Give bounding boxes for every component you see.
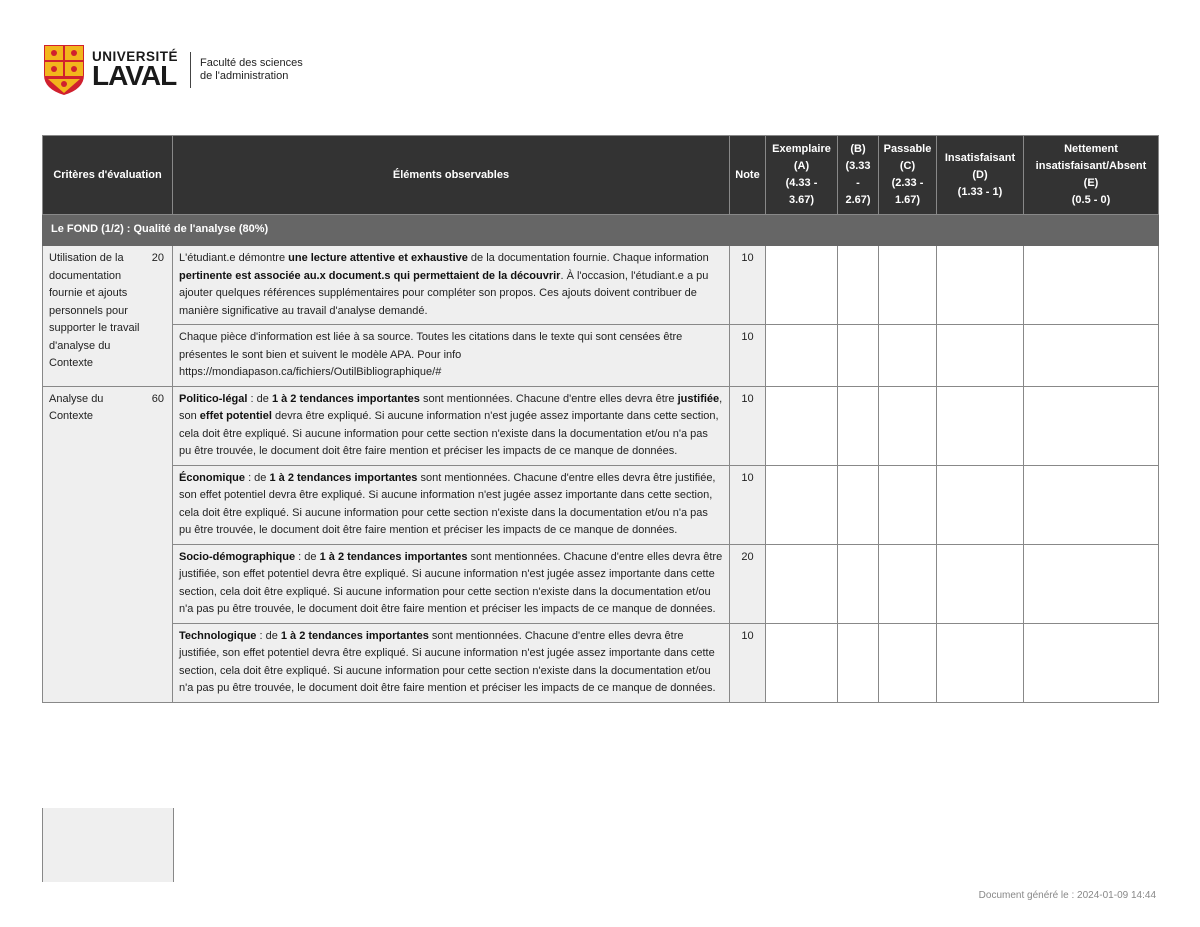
grade-cell-d[interactable] [937, 465, 1024, 544]
observable-cell: Chaque pièce d'information est liée à sa source. Toutes les citations dans le texte qui sont censées être présentes le sont bien et suivent le modèle APA. Pour info https://mondiapason.ca/fichiers/OutilBibliographique/# [173, 325, 730, 387]
grade-cell-c[interactable] [879, 246, 937, 325]
grade-cell-a[interactable] [766, 386, 838, 465]
generation-timestamp: Document généré le : 2024-01-09 14:44 [978, 890, 1156, 901]
note-cell: 10 [730, 465, 766, 544]
university-shield-logo [42, 43, 86, 97]
table-row [43, 325, 1159, 387]
grade-cell-d[interactable] [937, 544, 1024, 623]
section-title: Le FOND (1/2) : Qualité de l'analyse (80%) [43, 215, 1159, 246]
grade-cell-c[interactable] [879, 325, 937, 387]
grade-cell-b[interactable] [838, 325, 879, 387]
faculty-name [200, 57, 303, 83]
col-b: (B) (3.33 - 2.67) [838, 136, 879, 215]
observable-cell: Économique : de 1 à 2 tendances importantes sont mentionnées. Chacune d'entre elles devra être justifiée, son effet potentiel devra être expliqué. Si aucune information n'est jugée assez importante dans cette section, cela doit être expliqué. Si aucune information pour cette section n'existe dans la documentation et/ou n'a pas pu être trouvée, le document doit être faire mention et préciser les impacts de ce manque de données. [173, 465, 730, 544]
grade-cell-a[interactable] [766, 246, 838, 325]
criterion-name: Utilisation de la documentation fournie et ajouts personnels pour supporter le travail d'analyse du Contexte [49, 252, 140, 369]
logo-line1: UNIVERSITÉ [92, 48, 179, 64]
grade-cell-d[interactable] [937, 623, 1024, 702]
observable-cell: L'étudiant.e démontre une lecture attentive et exhaustive de la documentation fournie. Chaque information pertinente est associée au.x document.s qui permettaient de la découvrir. À l'occasion, l'étudiant.e a pu ajouter quelques références supplémentaires pour compléter son propos. Ces ajouts doivent contribuer de manière significative au travail d'analyse demandé. [173, 246, 730, 325]
col-insatisfaisant: Insatisfaisant (D) (1.33 - 1) [937, 136, 1024, 215]
grade-cell-e[interactable] [1024, 386, 1159, 465]
grade-cell-e[interactable] [1024, 465, 1159, 544]
note-cell: 20 [730, 544, 766, 623]
grade-cell-e[interactable] [1024, 246, 1159, 325]
section-row [43, 215, 1159, 246]
grade-cell-c[interactable] [879, 623, 937, 702]
logo-line2: LAVAL [92, 60, 177, 92]
col-note: Note [730, 136, 766, 215]
grade-cell-c[interactable] [879, 386, 937, 465]
grade-cell-c[interactable] [879, 465, 937, 544]
grade-cell-e[interactable] [1024, 325, 1159, 387]
grade-cell-d[interactable] [937, 246, 1024, 325]
table-row [43, 246, 1159, 325]
note-cell: 10 [730, 246, 766, 325]
table-row [43, 623, 1159, 702]
col-observables: Éléments observables [173, 136, 730, 215]
grade-cell-a[interactable] [766, 325, 838, 387]
grade-cell-b[interactable] [838, 386, 879, 465]
faculty-line2: de l'administration [200, 70, 289, 82]
grade-cell-a[interactable] [766, 623, 838, 702]
grade-cell-b[interactable] [838, 465, 879, 544]
table-header-row [43, 136, 1159, 215]
note-cell: 10 [730, 386, 766, 465]
col-passable: Passable (C) (2.33 - 1.67) [879, 136, 937, 215]
table-row [43, 465, 1159, 544]
observable-cell: Politico-légal : de 1 à 2 tendances importantes sont mentionnées. Chacune d'entre elles devra être justifiée, son effet potentiel devra être expliqué. Si aucune information n'est jugée assez importante dans cette section, cela doit être expliqué. Si aucune information pour cette section n'existe dans la documentation et/ou n'a pas pu être trouvée, le document doit être faire mention et préciser les impacts de ce manque de données. [173, 386, 730, 465]
grade-cell-b[interactable] [838, 246, 879, 325]
grade-cell-b[interactable] [838, 623, 879, 702]
page-header [42, 42, 303, 98]
header-divider [190, 52, 191, 88]
grade-cell-a[interactable] [766, 544, 838, 623]
col-exemplaire: Exemplaire (A) (4.33 - 3.67) [766, 136, 838, 215]
note-cell: 10 [730, 325, 766, 387]
grade-cell-d[interactable] [937, 386, 1024, 465]
grade-cell-e[interactable] [1024, 623, 1159, 702]
criterion-cell [43, 386, 173, 702]
observable-cell: Technologique : de 1 à 2 tendances importantes sont mentionnées. Chacune d'entre elles devra être justifiée, son effet potentiel devra être expliqué. Si aucune information n'est jugée assez importante dans cette section, cela doit être expliqué. Si aucune information pour cette section n'existe dans la documentation et/ou n'a pas pu être trouvée, le document doit être faire mention et préciser les impacts de ce manque de données. [173, 623, 730, 702]
grade-cell-e[interactable] [1024, 544, 1159, 623]
grade-cell-b[interactable] [838, 544, 879, 623]
criterion-name: Analyse du Contexte [49, 392, 104, 422]
col-nettement-insatisfaisant: Nettement insatisfaisant/Absent (E) (0.5 - 0) [1024, 136, 1159, 215]
table-row [43, 544, 1159, 623]
grade-cell-a[interactable] [766, 465, 838, 544]
table-row [43, 386, 1159, 465]
observable-cell: Socio-démographique : de 1 à 2 tendances importantes sont mentionnées. Chacune d'entre elles devra être justifiée, son effet potentiel devra être expliqué. Si aucune information n'est jugée assez importante dans cette section, cela doit être expliqué. Si aucune information pour cette section n'existe dans la documentation et/ou n'a pas pu être trouvée, le document doit être faire mention et préciser les impacts de ce manque de données. [173, 544, 730, 623]
note-cell: 10 [730, 623, 766, 702]
criterion-points: 60 [151, 392, 164, 405]
criterion-points: 20 [151, 252, 164, 264]
evaluation-rubric-table [42, 135, 1159, 703]
criterion-cell [43, 246, 173, 387]
faculty-line1: Faculté des sciences [200, 57, 303, 69]
criterion-continuation [42, 808, 174, 882]
grade-cell-c[interactable] [879, 544, 937, 623]
grade-cell-d[interactable] [937, 325, 1024, 387]
university-wordmark [92, 50, 178, 91]
col-criteria: Critères d'évaluation [43, 136, 173, 215]
